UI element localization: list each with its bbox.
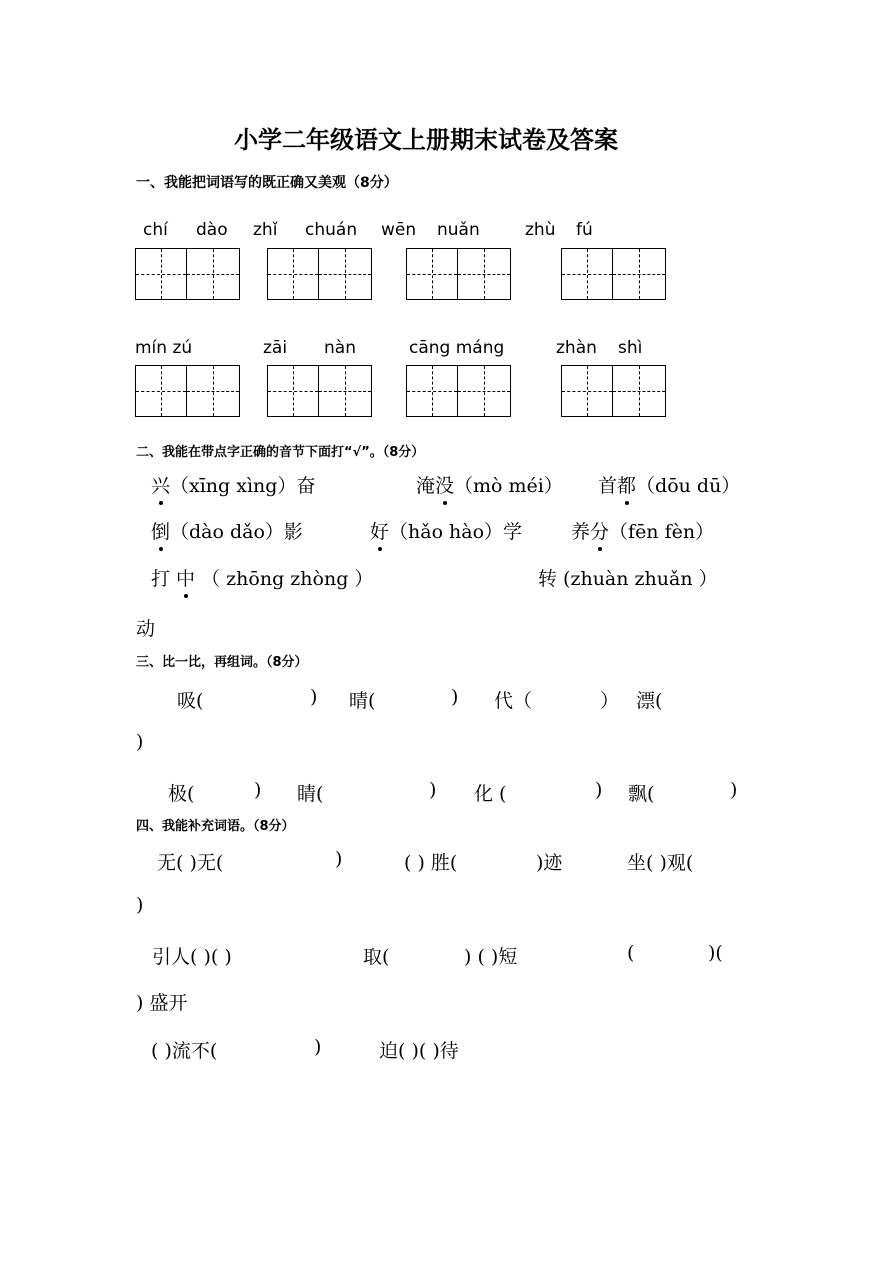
fill-wu[interactable]: 无( )无( — [157, 852, 224, 874]
writing-box-1[interactable] — [135, 248, 240, 300]
writing-box-3[interactable] — [406, 248, 511, 300]
writing-box-6[interactable] — [267, 365, 372, 417]
compare-xi-close: ) — [310, 686, 318, 708]
compare-piao2-close: ) — [730, 779, 738, 801]
pinyin-zai: zāi — [263, 338, 288, 358]
pinyin-chuan: chuán — [305, 220, 358, 240]
item-zhuan[interactable]: 转 (zhuàn zhuǎn ） — [538, 568, 718, 590]
compare-dai[interactable]: 代（ — [494, 690, 533, 712]
section-1-heading: 一、我能把词语写的既正确又美观（8分） — [136, 175, 398, 191]
writing-box-4[interactable] — [561, 248, 666, 300]
pinyin-nuan: nuǎn — [437, 220, 480, 240]
section-2-heading: 二、我能在带点字正确的音节下面打“√”。（8分） — [136, 445, 425, 460]
fill-yinren[interactable]: 引人( )( ) — [152, 946, 232, 968]
compare-qing[interactable]: 晴( — [349, 690, 376, 712]
page-title: 小学二年级语文上册期末试卷及答案 — [234, 126, 618, 154]
writing-box-7[interactable] — [406, 365, 511, 417]
pinyin-wen: wēn — [381, 220, 417, 240]
pinyin-fu: fú — [576, 220, 593, 240]
pinyin-dao: dào — [196, 220, 228, 240]
compare-piao2[interactable]: 飘( — [628, 783, 655, 805]
fill-guan-close: ) — [136, 894, 144, 916]
fill-po[interactable]: 迫( )( )待 — [379, 1040, 459, 1062]
item-zhong[interactable]: 打 中 （ zhōng zhòng ） — [151, 564, 373, 591]
fill-guan[interactable]: 坐( )观( — [627, 852, 694, 874]
dotted-char: 倒 — [151, 517, 170, 544]
section-4-heading: 四、我能补充词语。（8分） — [136, 819, 295, 834]
section-3-heading: 三、比一比，再组词。（8分） — [136, 655, 308, 670]
fill-sheng[interactable]: ( ) 胜( — [404, 852, 458, 874]
compare-piao[interactable]: 漂( — [636, 690, 663, 712]
pinyin-min-zu: mín zú — [135, 338, 193, 358]
compare-ji-close: ) — [254, 779, 262, 801]
fill-qu[interactable]: 取( — [363, 946, 390, 968]
dotted-char: 中 — [176, 564, 195, 591]
pinyin-chi: chí — [143, 220, 168, 240]
dotted-char: 都 — [617, 471, 636, 498]
item-dao[interactable]: 倒（dào dǎo）影 — [151, 517, 303, 544]
pinyin-zhi: zhǐ — [253, 220, 278, 240]
pinyin-zhu: zhù — [525, 220, 556, 240]
fill-kai-mid: )( — [708, 942, 723, 964]
dotted-char: 分 — [590, 517, 609, 544]
item-zhuan-cont: 动 — [136, 618, 156, 640]
fill-duan: ) ( )短 — [464, 946, 518, 968]
fill-liubu[interactable]: ( )流不( — [151, 1040, 218, 1062]
item-fen[interactable]: 养分（fēn fèn） — [571, 517, 714, 544]
dotted-char: 好 — [370, 517, 389, 544]
item-xing[interactable]: 兴（xīng xìng）奋 — [151, 471, 315, 498]
compare-qing-close: ) — [451, 686, 459, 708]
item-hao[interactable]: 好（hǎo hào）学 — [370, 517, 522, 544]
pinyin-zhan: zhàn — [556, 338, 597, 358]
compare-dai-close: ） — [600, 690, 620, 712]
writing-box-2[interactable] — [267, 248, 372, 300]
compare-hua-close: ) — [595, 779, 603, 801]
compare-xi[interactable]: 吸( — [177, 690, 204, 712]
dotted-char: 没 — [435, 471, 454, 498]
pinyin-nan: nàn — [324, 338, 356, 358]
item-dou[interactable]: 首都（dōu dū） — [598, 471, 740, 498]
pinyin-cang-mang: cāng máng — [409, 338, 505, 358]
compare-hua[interactable]: 化 ( — [474, 783, 507, 805]
writing-box-5[interactable] — [135, 365, 240, 417]
compare-ji[interactable]: 极( — [168, 783, 195, 805]
fill-wu-close: ) — [335, 848, 343, 870]
fill-liubu-close: ) — [314, 1036, 322, 1058]
pinyin-shi: shì — [618, 338, 643, 358]
compare-piao-close: ) — [136, 731, 144, 753]
dotted-char: 兴 — [151, 471, 170, 498]
fill-sheng-close: )迹 — [536, 852, 563, 874]
writing-box-8[interactable] — [561, 365, 666, 417]
compare-jing[interactable]: 睛( — [297, 783, 324, 805]
item-mei[interactable]: 淹没（mò méi） — [416, 471, 563, 498]
fill-kai-close: ) 盛开 — [136, 992, 188, 1014]
fill-kai-open[interactable]: ( — [627, 942, 635, 964]
compare-jing-close: ) — [429, 779, 437, 801]
